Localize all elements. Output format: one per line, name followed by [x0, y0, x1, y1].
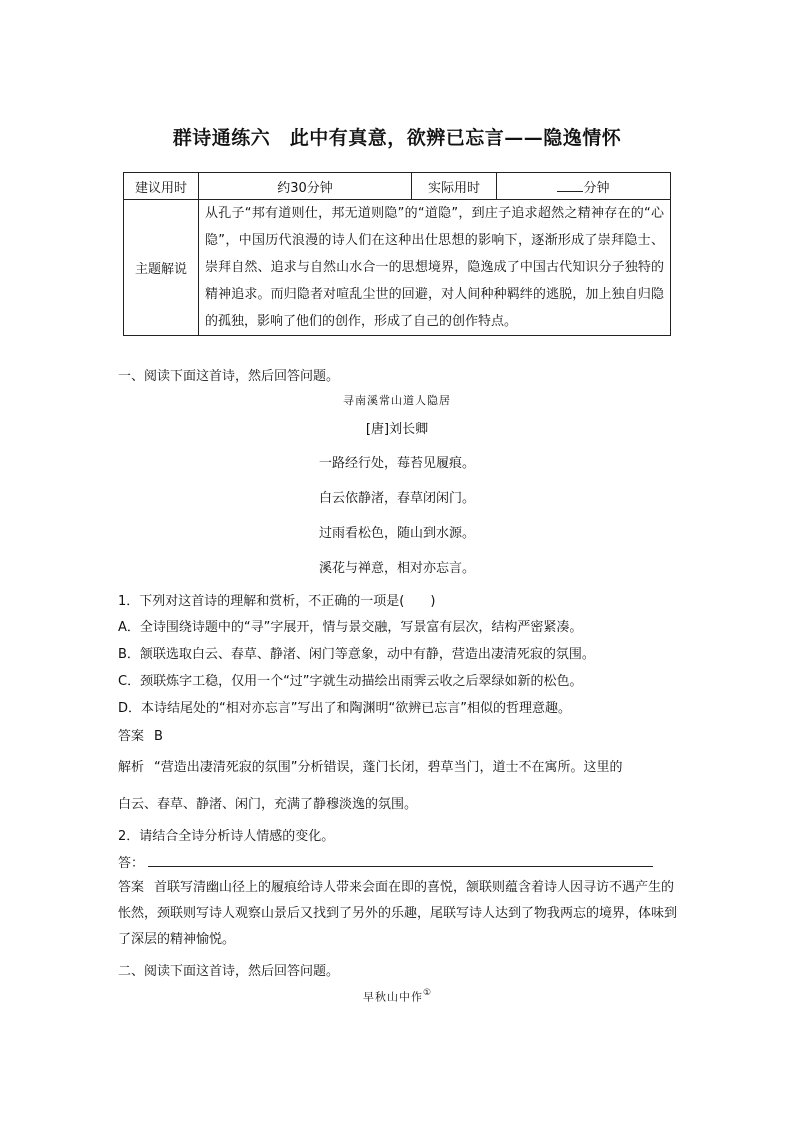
- q1-answer: [118, 725, 163, 744]
- poem2-title: 早秋山中作: [362, 990, 423, 1004]
- answer-value: B: [154, 729, 163, 744]
- info-table: [123, 172, 671, 336]
- q1-analysis: [118, 756, 623, 775]
- q1-stem: 1．下列对这首诗的理解和赏析，不正确的一项是( ): [118, 594, 436, 609]
- q1-option-b: B．颔联选取白云、春草、静渚、闲门等意象，动中有静，营造出凄清死寂的氛围。: [118, 647, 595, 662]
- answer-prompt: 答：: [118, 856, 145, 871]
- page-title: 群诗通练六 此中有真意，欲辨已忘言——隐逸情怀: [172, 127, 622, 149]
- suggested-time-label: 建议用时: [124, 173, 199, 200]
- section2-heading: 二、阅读下面这首诗，然后回答问题。: [118, 964, 340, 979]
- analysis-label: 解析: [118, 760, 145, 775]
- answer-label: 答案: [118, 880, 145, 895]
- q2-answer: [118, 875, 678, 953]
- time-row: [124, 173, 671, 200]
- poem1-line: 过雨看松色，随山到水源。: [318, 526, 475, 541]
- suggested-time-value: 约30分钟: [199, 173, 412, 200]
- analysis-text: “营造出凄清死寂的氛围”分析错误，蓬门长闭，碧草当门，道士不在寓所。这里的: [154, 760, 623, 775]
- q2-answer-area: [118, 852, 653, 871]
- theme-label: 主题解说: [124, 200, 199, 336]
- answer-label: 答案: [118, 729, 145, 744]
- poem1-line: 溪花与禅意，相对亦忘言。: [318, 561, 475, 576]
- q1-option-a: A．全诗围绕诗题中的“寻”字展开，情与景交融，写景富有层次，结构严密紧凑。: [118, 620, 583, 635]
- q1-option-d: D．本诗结尾处的“相对亦忘言”写出了和陶渊明“欲辨已忘言”相似的哲理意趣。: [118, 701, 571, 716]
- footnote-mark: ①: [422, 988, 432, 998]
- actual-time-unit: 分钟: [583, 180, 610, 196]
- q1-option-c: C．颈联炼字工稳，仅用一个“过”字就生动描绘出雨霁云收之后翠绿如新的松色。: [118, 674, 583, 689]
- theme-row: [124, 200, 671, 336]
- time-blank: [557, 179, 583, 192]
- section1-heading: 一、阅读下面这首诗，然后回答问题。: [118, 369, 340, 384]
- theme-text: 从孔子“邦有道则仕，邦无道则隐”的“道隐”，到庄子追求超然之精神存在的“心隐”，中国历代浪漫的诗人们在这种出仕思想的影响下，逐渐形成了崇拜隐士、崇拜自然、追求与自然山水合一的思想境界，隐逸成了中国古代知识分子独特的精神追求。而归隐者对喧乱尘世的回避，对人间种种羁绊的逃脱，加上独自归隐的孤独，影响了他们的创作，形成了自己的创作特点。: [199, 200, 671, 336]
- actual-time-cell: [497, 173, 671, 200]
- q2-stem: 2．请结合全诗分析诗人情感的变化。: [118, 829, 335, 844]
- poem1-line: 白云依静渚，春草闭闲门。: [318, 491, 475, 506]
- poem1-line: 一路经行处，莓苔见履痕。: [318, 456, 475, 471]
- actual-time-label: 实际用时: [412, 173, 497, 200]
- q2-answer-text: 首联写清幽山径上的履痕给诗人带来会面在即的喜悦，颔联则蕴含着诗人因寻访不遇产生的怅然，颈联则写诗人观察山景后又找到了另外的乐趣，尾联写诗人达到了物我两忘的境界，体味到了深层的精神愉悦。: [118, 880, 678, 947]
- answer-blank-line: [148, 852, 653, 867]
- poem1-title: 寻南溪常山道人隐居: [343, 394, 451, 407]
- poem1-author: [唐]刘长卿: [365, 422, 429, 437]
- q1-analysis-cont: 白云、春草、静渚、闲门，充满了静穆淡逸的氛围。: [118, 797, 418, 812]
